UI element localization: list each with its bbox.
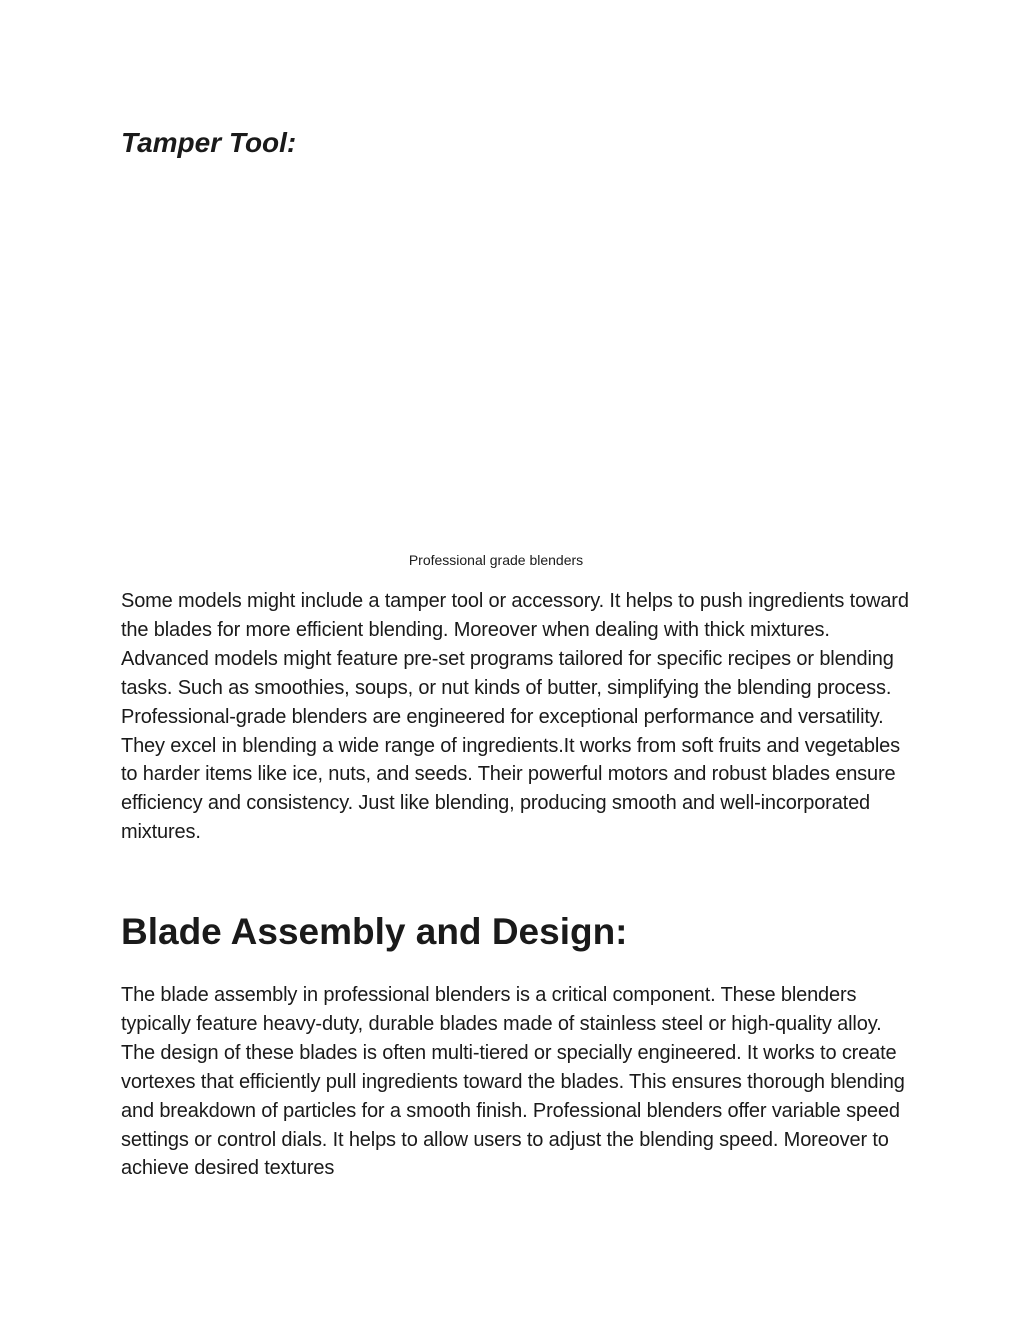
blade-assembly-heading: Blade Assembly and Design: <box>121 911 628 952</box>
blender-image-placeholder <box>121 180 901 540</box>
image-caption: Professional grade blenders <box>408 552 584 568</box>
blade-assembly-paragraph: The blade assembly in professional blenders is a critical component. These blenders typically feature heavy-duty, durable blades made of stainless steel or high-quality alloy. The design of these blades is often multi-tiered or specially engineered. It works to create vortexes that efficiently pull ingredients toward the blades. This ensures thorough blending and breakdown of particles for a smooth finish. Professional blenders offer variable speed settings or control dials. It helps to allow users to adjust the blending speed. Moreover to achieve desired textures <box>121 984 905 1180</box>
tamper-tool-paragraph: Some models might include a tamper tool or accessory. It helps to push ingredients toward the blades for more efficient blending. Moreover when dealing with thick mixtures. Advanced models might feature pre-set programs tailored for specific recipes or blending tasks. Such as smoothies, soups, or nut kinds of butter, simplifying the blending process. Professional-grade blenders are engineered for exceptional performance and versatility. They excel in blending a wide range of ingredients.It works from soft fruits and vegetables to harder items like ice, nuts, and seeds. Their powerful motors and robust blades ensure efficiency and consistency. Just like blending, producing smooth and well-incorporated mixtures. <box>121 590 909 844</box>
tamper-tool-heading: Tamper Tool: <box>121 127 297 158</box>
